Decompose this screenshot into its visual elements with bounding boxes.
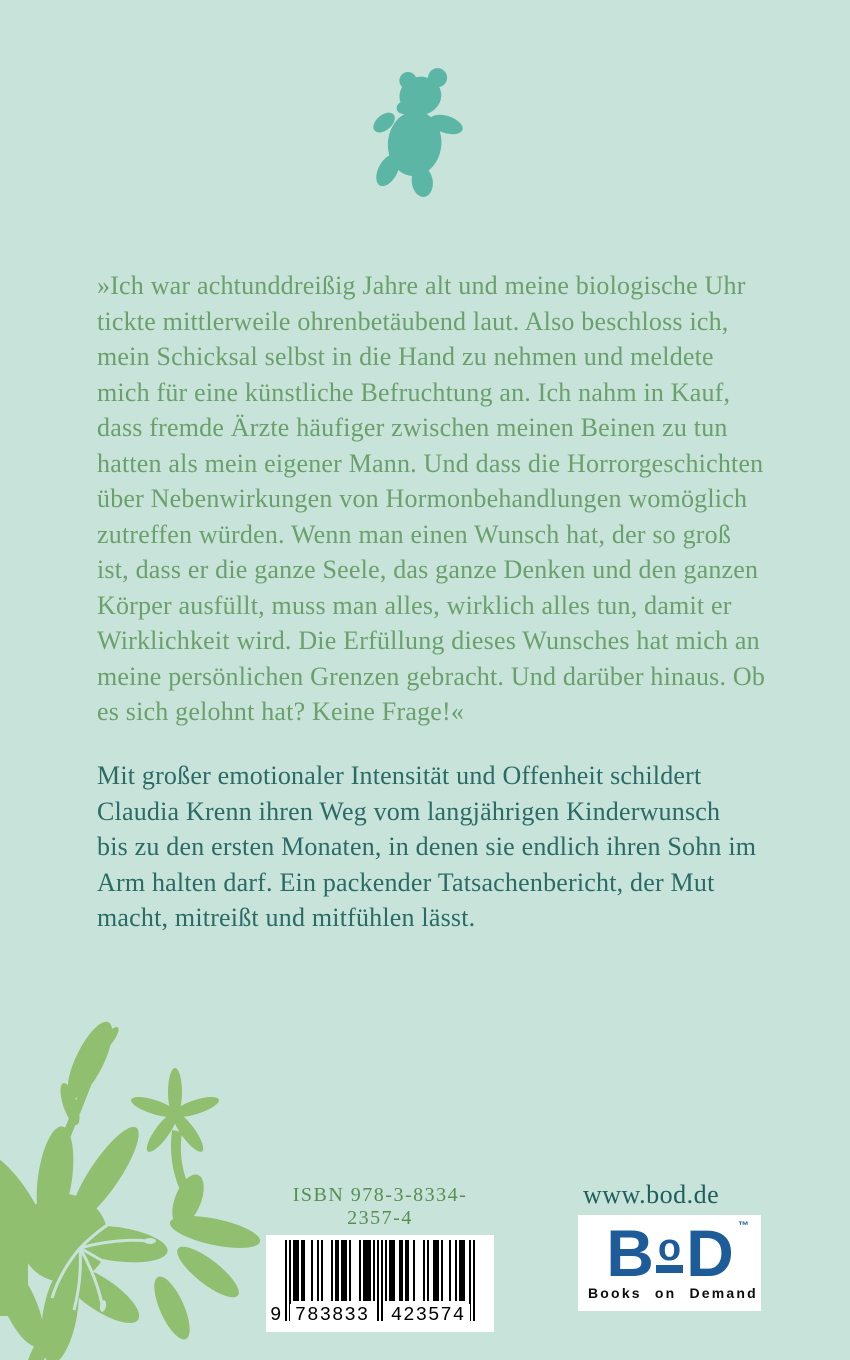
quote-line: ist, dass er die ganze Seele, das ganze Denken und den ganzen — [97, 555, 759, 584]
quote-line: über Nebenwirkungen von Hormonbehandlungen womöglich — [97, 484, 748, 513]
quote-line: mich für eine künstliche Befruchtung an. Ich nahm in Kauf, — [97, 377, 731, 407]
blurb-line: macht, mitreißt und mitfühlen lässt. — [97, 903, 476, 932]
quote-line: meine persönlichen Grenzen gebracht. Und darüber hinaus. Ob — [97, 661, 766, 691]
barcode-digits-right: 423574 — [386, 1304, 470, 1326]
barcode-digit-lead: 9 — [270, 1304, 282, 1326]
quote-line: hatten als mein eigener Mann. Und dass die Horrorgeschichten — [97, 448, 764, 478]
bod-tagline: Books on Demand — [588, 1285, 758, 1301]
bod-logo-letter-o: o — [656, 1235, 683, 1273]
barcode — [266, 1235, 494, 1332]
isbn-block — [266, 1184, 494, 1332]
trademark-symbol: ™ — [738, 1220, 749, 1232]
isbn-label: ISBN 978-3-8334-2357-4 — [292, 1184, 468, 1229]
quote-line: tickte mittlerweile ohrenbetäubend laut. Also beschloss ich, — [97, 306, 729, 336]
blurb-line: Arm halten darf. Ein packender Tatsachenbericht, der Mut — [97, 867, 715, 897]
teddy-bear-icon — [365, 62, 470, 207]
quote-line: zutreffen würden. Wenn man einen Wunsch hat, der so groß — [97, 519, 732, 549]
quote-line: dass fremde Ärzte häufiger zwischen meinen Beinen zu tun — [97, 413, 728, 442]
lily-flower-icon — [0, 1012, 270, 1360]
publisher-block — [578, 1180, 761, 1311]
quote-line: es sich gelohnt hat? Keine Frage!« — [97, 697, 465, 726]
bod-logo-letters — [588, 1216, 751, 1290]
publisher-url: www.bod.de — [583, 1180, 720, 1209]
blurb-line: bis zu den ersten Monaten, in denen sie endlich ihren Sohn im — [97, 832, 757, 861]
quote-paragraph — [97, 268, 765, 730]
quote-line: mein Schicksal selbst in die Hand zu nehmen und meldete — [97, 342, 714, 371]
quote-line: »Ich war achtunddreißig Jahre alt und meine biologische Uhr — [97, 271, 746, 300]
barcode-digits-left: 783833 — [290, 1304, 374, 1326]
blurb-line: Mit großer emotionaler Intensität und Offenheit schildert — [97, 761, 702, 790]
bod-logo-letter-b: B — [606, 1216, 653, 1290]
bod-logo — [578, 1215, 761, 1311]
bod-logo-letter-d: D — [686, 1216, 733, 1290]
blurb-line: Claudia Krenn ihren Weg vom langjährigen Kinderwunsch — [97, 796, 721, 826]
quote-line: Wirklichkeit wird. Die Erfüllung dieses Wunsches hat mich an — [97, 626, 760, 655]
quote-line: Körper ausfüllt, muss man alles, wirklich alles tun, damit er — [97, 590, 732, 620]
blurb-paragraph — [97, 758, 756, 936]
